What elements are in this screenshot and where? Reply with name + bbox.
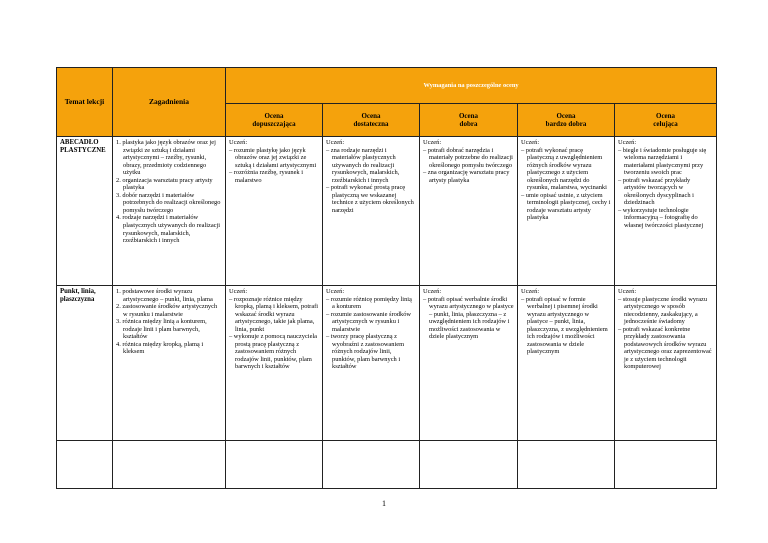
issues-cell: 1. plastyka jako język obrazów oraz jej związki ze sztuką i działami artystycznymi – rzeźby, rysunki, obrazy, przedmioty codziennego użytku 2. organizacja warsztatu pracy artysty plastyka 3. dobór narzędzi i materiałów potrzebnych do realizacji określonego pomysłu twórczego 4. rodzaje narzędzi i materiałów plastycznych używanych do realizacji rysunkowych, malarskich, rzeźbiarskich i innych — [113, 137, 226, 286]
empty-cell — [420, 441, 518, 489]
grade-cell: Uczeń: – potrafi opisać w formie werbalnej i pisemnej środki wyrazu artystycznego w plastyce – punkt, linia, płaszczyzna, z uwzględnieniem ich rodzajów i możliwości zastosowania w dziele plastycznym — [518, 286, 615, 441]
grade-cell: Uczeń: – rozpoznaje różnice między kropką, plamą i kleksem, potrafi wskazać środki wyrazu artystycznego, takie jak plama, linia, punkt – wykonuje z pomocą nauczyciela prostą pracę plastyczną z zastosowaniem różnych rodzajów linii, punktów, plam barwnych i kształtów — [226, 286, 323, 441]
header-topic: Temat lekcji — [57, 68, 113, 137]
grading-requirements-table — [56, 67, 717, 489]
header-grade-2: Ocena dostateczna — [323, 104, 420, 137]
table-row — [57, 137, 717, 286]
table-row — [57, 286, 717, 441]
header-grade-1: Ocena dopuszczająca — [226, 104, 323, 137]
topic-cell: Punkt, linia, plaszczyzna — [57, 286, 113, 441]
grade-cell: Uczeń: – potrafi opisać werbalnie środki wyrazu artystycznego w plastyce – punkt, linia, płaszczyzna – z uwzględnieniem ich rodzajów i możliwości zastosowania w dziele plastycznym — [420, 286, 518, 441]
grade-cell: Uczeń: – stosuje plastyczne środki wyrazu artystycznego w sposób niecodzienny, zaskakujący, a jednocześnie świadomy – potrafi wskazać konkretne przykłady zastosowania podstawowych środków wyrazu artystycznego oraz zaprezentować je z użyciem technologii komputerowej — [615, 286, 717, 441]
table-row-empty — [57, 441, 717, 489]
grade-cell: Uczeń: – rozumie różnicę pomiędzy linią a konturem – rozumie zastosowanie środków artystycznych w rysunku i malarstwie – tworzy pracę plastyczną z wyobraźni z zastosowaniem różnych rodzajów linii, punktów, plam barwnych i kształtów — [323, 286, 420, 441]
header-grade-3: Ocena dobra — [420, 104, 518, 137]
issues-cell: 1. podstawowe środki wyrazu artystycznego – punkt, linia, plama 2. zastosowanie środków artystycznych w rysunku i malarstwie 3. różnica między linią a konturem, rodzaje linii i plam barwnych, kształtów 4. różnica między kropką, plamą i kleksem — [113, 286, 226, 441]
empty-cell — [518, 441, 615, 489]
empty-cell — [615, 441, 717, 489]
topic-cell: ABECADŁO PLASTYCZNE — [57, 137, 113, 286]
grade-cell: Uczeń: – potrafi dobrać narzędzia i materiały potrzebne do realizacji określonego pomysłu twórczego – zna organizację warsztatu pracy artysty plastyka — [420, 137, 518, 286]
grade-cell: Uczeń: – potrafi wykonać pracę plastyczną z uwzględnieniem różnych środków wyrazu plastycznego z użyciem określonych narzędzi do rysunku, malarstwa, wycinanki – umie opisać ustnie, z użyciem terminologii plastycznej, cechy i rodzaje warsztatu artysty plastyka — [518, 137, 615, 286]
header-grade-5: Ocena celująca — [615, 104, 717, 137]
header-requirements: Wymagania na poszczególne oceny — [226, 68, 717, 104]
empty-cell — [226, 441, 323, 489]
header-issues: Zagadnienia — [113, 68, 226, 137]
grade-cell: Uczeń: – biegle i świadomie posługuje się wieloma narzędziami i materiałami plastycznymi przy tworzeniu swoich prac – potrafi wskazać przykłady artystów tworzących w określonych dyscyplinach i dziedzinach – wykorzystuje technologie informacyjną – fotografię do własnej twórczości plastycznej — [615, 137, 717, 286]
empty-cell — [57, 441, 113, 489]
page-number: 1 — [382, 499, 386, 508]
header-grade-4: Ocena bardzo dobra — [518, 104, 615, 137]
grade-cell: Uczeń: – rozumie plastykę jako język obrazów oraz jej związki ze sztuką i działami artystycznymi – rozróżnia rzeźbę, rysunek i malarstwo — [226, 137, 323, 286]
empty-cell — [113, 441, 226, 489]
empty-cell — [323, 441, 420, 489]
grade-cell: Uczeń: – zna rodzaje narzędzi i materiałów plastycznych używanych do realizacji rysunkowych, malarskich, rzeźbiarskich i innych – potrafi wykonać prostą pracę plastyczną we wskazanej technice z użyciem określonych narzędzi — [323, 137, 420, 286]
